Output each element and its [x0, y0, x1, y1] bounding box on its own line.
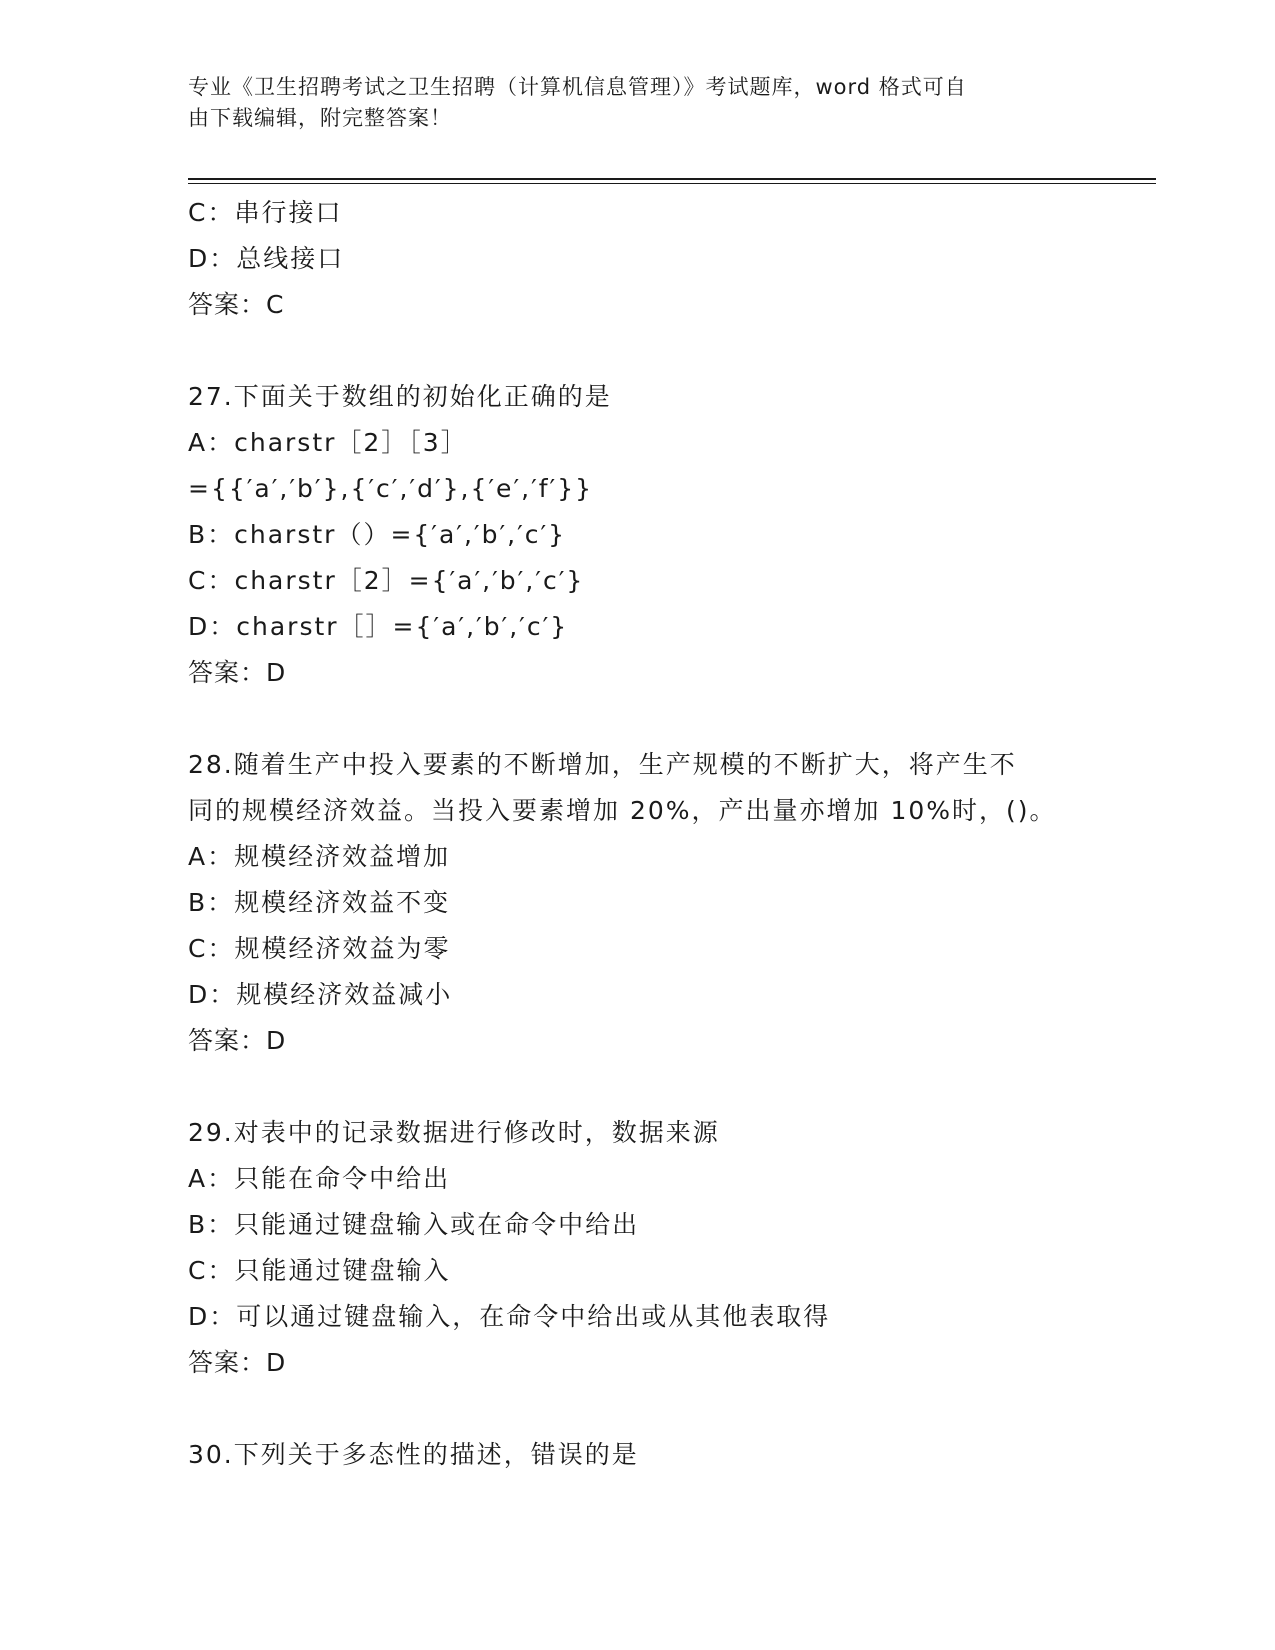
- option-a: A：只能在命令中给出: [188, 1164, 451, 1193]
- question-stem-line-2: 同的规模经济效益。当投入要素增加 20%，产出量亦增加 10%时，()。: [188, 796, 1057, 825]
- option-d: D：规模经济效益减小: [188, 980, 453, 1009]
- question-content: [188, 190, 1148, 1478]
- spacer: [188, 696, 1148, 742]
- spacer: [188, 1064, 1148, 1110]
- option-b: B：只能通过键盘输入或在命令中给出: [188, 1210, 640, 1239]
- option-d: D：charstr［］={′a′,′b′,′c′}: [188, 612, 569, 641]
- page-header: [188, 72, 1068, 134]
- header-divider-thin: [188, 183, 1156, 184]
- option-d: D：可以通过键盘输入，在命令中给出或从其他表取得: [188, 1302, 831, 1331]
- option-c: C：串行接口: [188, 198, 343, 227]
- spacer: [188, 1386, 1148, 1432]
- option-a: A：规模经济效益增加: [188, 842, 451, 871]
- option-c: C：规模经济效益为零: [188, 934, 451, 963]
- answer-line: 答案：D: [188, 1026, 287, 1055]
- option-b: B：规模经济效益不变: [188, 888, 451, 917]
- option-a: A：charstr［2］［3］: [188, 428, 468, 457]
- question-stem: 27.下面关于数组的初始化正确的是: [188, 382, 612, 411]
- question-stem: 29.对表中的记录数据进行修改时，数据来源: [188, 1118, 720, 1147]
- header-line-1: 专业《卫生招聘考试之卫生招聘（计算机信息管理）》考试题库，word 格式可自: [188, 75, 967, 99]
- answer-line: 答案：C: [188, 290, 285, 319]
- option-c: C：charstr［2］={′a′,′b′,′c′}: [188, 566, 585, 595]
- answer-line: 答案：D: [188, 658, 287, 687]
- header-divider-thick: [188, 178, 1156, 180]
- question-stem-line-1: 28.随着生产中投入要素的不断增加，生产规模的不断扩大，将产生不: [188, 750, 1017, 779]
- header-line-2: 由下载编辑，附完整答案！: [188, 106, 452, 130]
- answer-line: 答案：D: [188, 1348, 287, 1377]
- question-stem: 30.下列关于多态性的描述，错误的是: [188, 1440, 639, 1469]
- spacer: [188, 328, 1148, 374]
- option-b: B：charstr（）={′a′,′b′,′c′}: [188, 520, 567, 549]
- option-a-continued: ={{′a′,′b′},{′c′,′d′},{′e′,′f′}}: [188, 474, 594, 503]
- option-c: C：只能通过键盘输入: [188, 1256, 451, 1285]
- option-d: D：总线接口: [188, 244, 345, 273]
